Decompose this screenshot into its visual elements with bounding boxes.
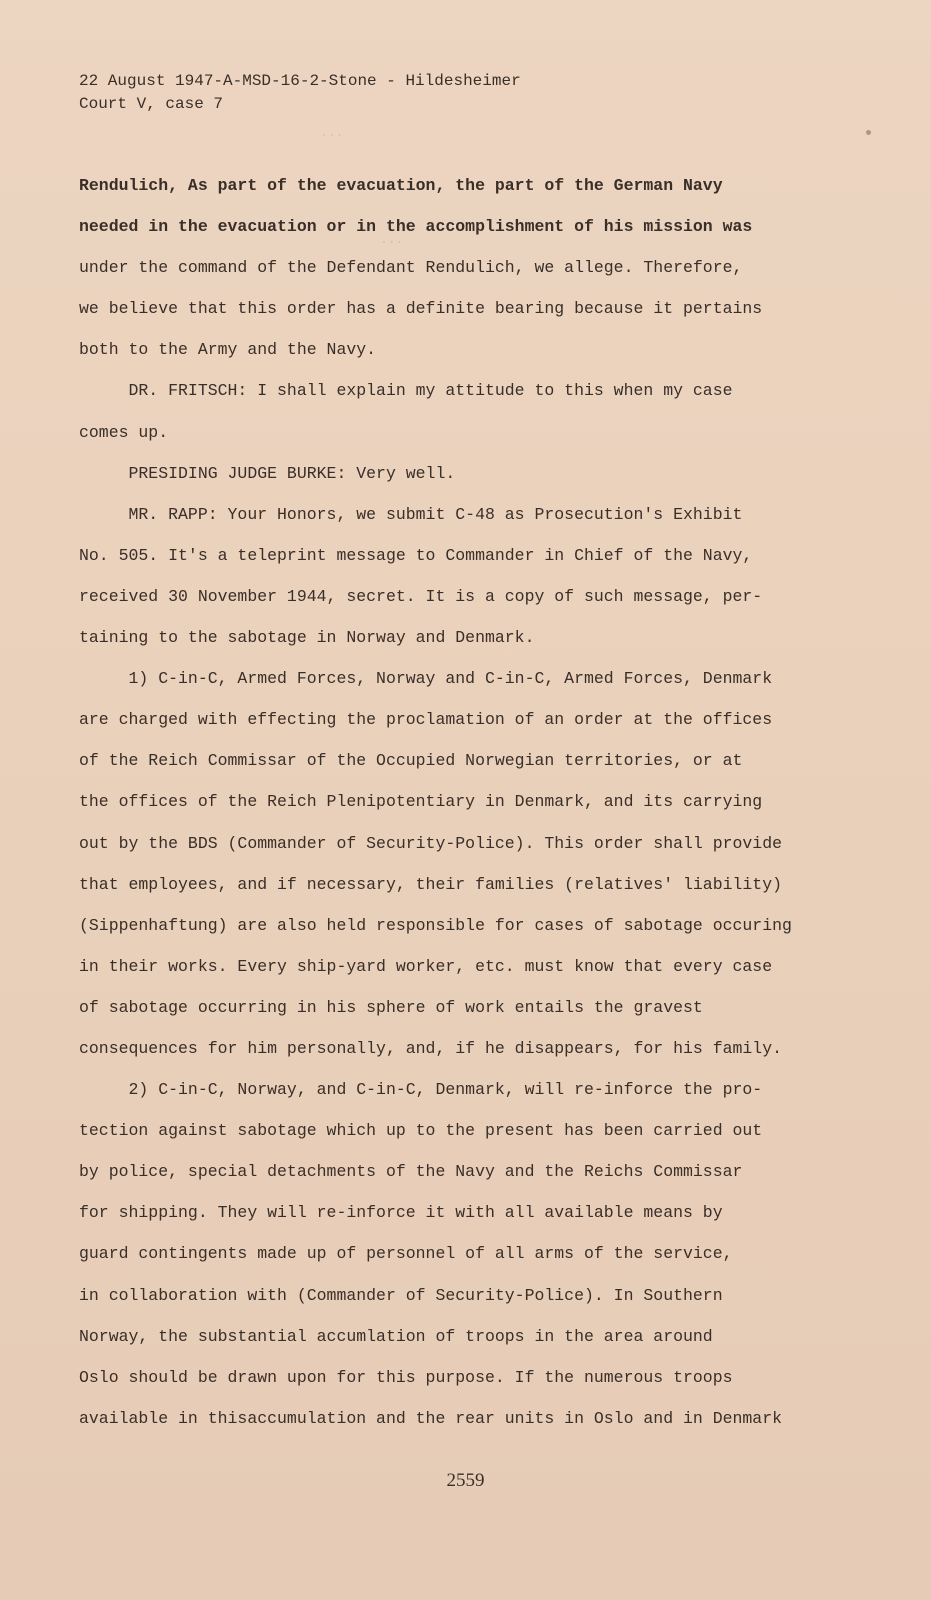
bleed-through-text: ... bbox=[320, 125, 344, 140]
text-line: Oslo should be drawn upon for this purpose. If the numerous troops bbox=[79, 1367, 733, 1387]
text-line: Rendulich, As part of the evacuation, the part of the German Navy bbox=[79, 176, 723, 195]
text-line: received 30 November 1944, secret. It is a copy of such message, per- bbox=[79, 586, 763, 606]
text-line: for shipping. They will re-inforce it with all available means by bbox=[79, 1203, 723, 1223]
header-date-reference: 22 August 1947-A-MSD-16-2-Stone - Hildesheimer bbox=[79, 72, 521, 90]
text-line: by police, special detachments of the Navy and the Reichs Commissar bbox=[79, 1162, 743, 1182]
text-line: in collaboration with (Commander of Security-Police). In Southern bbox=[79, 1285, 723, 1305]
header-court-case: Court V, case 7 bbox=[79, 95, 224, 113]
document-header bbox=[79, 70, 521, 116]
text-line: in their works. Every ship-yard worker, etc. must know that every case bbox=[79, 956, 773, 976]
text-line: (Sippenhaftung) are also held responsible for cases of sabotage occuring bbox=[79, 915, 792, 935]
bleed-through-text: ... bbox=[380, 232, 404, 247]
text-line: guard contingents made up of personnel of all arms of the service, bbox=[79, 1244, 733, 1264]
text-line: are charged with effecting the proclamation of an order at the offices bbox=[79, 710, 773, 730]
text-line: the offices of the Reich Plenipotentiary in Denmark, and its carrying bbox=[79, 792, 763, 812]
text-line: No. 505. It's a teleprint message to Commander in Chief of the Navy, bbox=[79, 545, 753, 565]
text-line: tection against sabotage which up to the present has been carried out bbox=[79, 1121, 763, 1141]
text-line: 1) C-in-C, Armed Forces, Norway and C-in-C, Armed Forces, Denmark bbox=[79, 669, 773, 689]
text-line: of the Reich Commissar of the Occupied Norwegian territories, or at bbox=[79, 751, 743, 771]
text-line: under the command of the Defendant Rendulich, we allege. Therefore, bbox=[79, 258, 743, 278]
text-line: Norway, the substantial accumlation of troops in the area around bbox=[79, 1326, 713, 1346]
text-line: that employees, and if necessary, their families (relatives' liability) bbox=[79, 874, 783, 894]
text-line: available in thisaccumulation and the rear units in Oslo and in Denmark bbox=[79, 1408, 783, 1428]
text-line: comes up. bbox=[79, 422, 169, 442]
transcript-body bbox=[79, 165, 839, 1439]
text-line: we believe that this order has a definite bearing because it pertains bbox=[79, 299, 763, 319]
text-line: DR. FRITSCH: I shall explain my attitude to this when my case bbox=[79, 381, 733, 401]
text-line: out by the BDS (Commander of Security-Police). This order shall provide bbox=[79, 833, 783, 853]
paper-speck bbox=[866, 130, 871, 135]
page-number: 2559 bbox=[446, 1470, 485, 1491]
text-line: needed in the evacuation or in the accomplishment of his mission was bbox=[79, 217, 753, 237]
text-line: MR. RAPP: Your Honors, we submit C-48 as Prosecution's Exhibit bbox=[79, 504, 743, 524]
text-line: of sabotage occurring in his sphere of work entails the gravest bbox=[79, 997, 703, 1017]
text-line: both to the Army and the Navy. bbox=[79, 340, 377, 360]
text-line: consequences for him personally, and, if he disappears, for his family. bbox=[79, 1038, 783, 1058]
text-line: 2) C-in-C, Norway, and C-in-C, Denmark, will re-inforce the pro- bbox=[79, 1080, 763, 1100]
text-line: taining to the sabotage in Norway and Denmark. bbox=[79, 628, 535, 648]
text-line: PRESIDING JUDGE BURKE: Very well. bbox=[79, 463, 456, 483]
